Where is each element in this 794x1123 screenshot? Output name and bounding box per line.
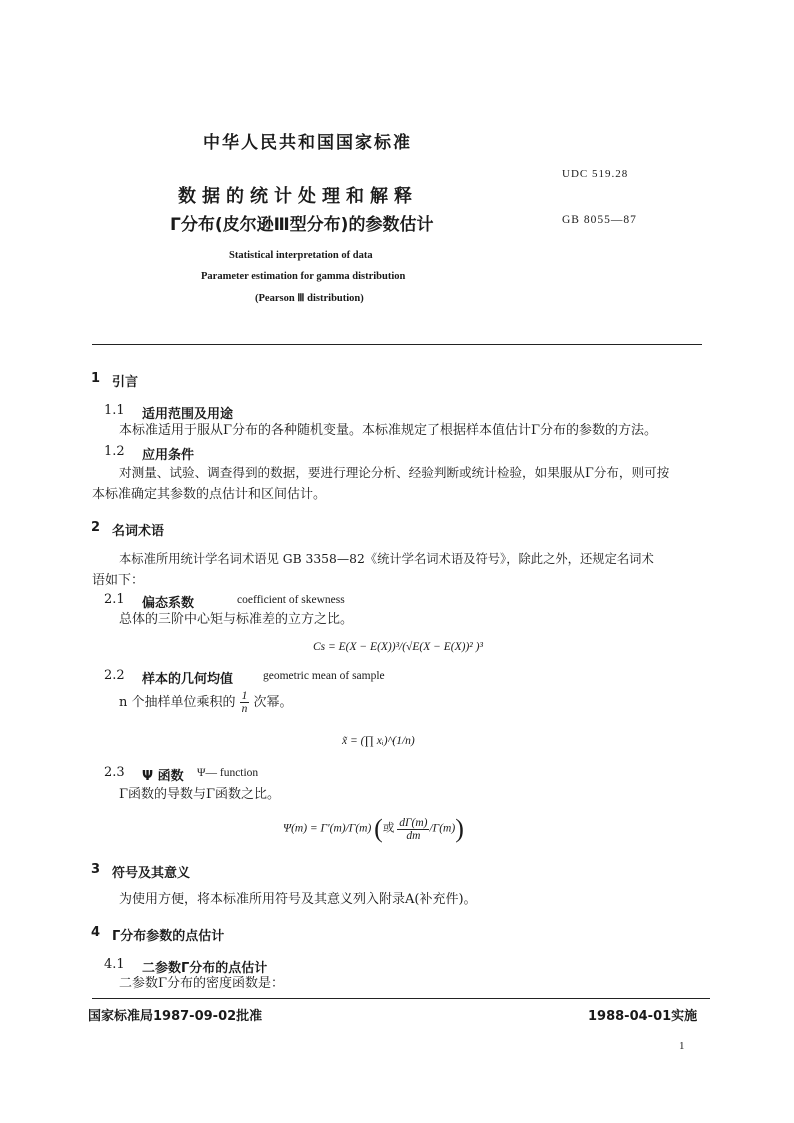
page-number: 1 bbox=[679, 1040, 685, 1052]
section-2-3-title: Ψ 函数 bbox=[142, 769, 184, 784]
gb-code: GB 8055—87 bbox=[562, 214, 637, 226]
section-3-text: 为使用方便，将本标准所用符号及其意义列入附录A(补充件)。 bbox=[119, 892, 477, 907]
section-2-2-text-pre: n 个抽样单位乘积的 bbox=[119, 695, 236, 710]
section-2-3-text: Γ函数的导数与Γ函数之比。 bbox=[119, 787, 281, 802]
english-title-2: Parameter estimation for gamma distribution bbox=[201, 271, 406, 282]
header-divider bbox=[92, 344, 702, 345]
one-over-n-fraction bbox=[240, 690, 250, 715]
section-4-number: 4 bbox=[91, 925, 101, 940]
section-2-3-number: 2.3 bbox=[104, 765, 125, 780]
section-1-1-number: 1.1 bbox=[104, 403, 125, 418]
psi-formula-left: Ψ(m) = Γ′(m)/Γ(m) bbox=[283, 822, 372, 835]
udc-code: UDC 519.28 bbox=[562, 168, 629, 180]
section-2-2-english: geometric mean of sample bbox=[263, 670, 385, 682]
section-4-1-number: 4.1 bbox=[104, 957, 125, 972]
section-1-2-number: 1.2 bbox=[104, 444, 125, 459]
document-title: 数据的统计处理和解释 bbox=[178, 186, 418, 207]
section-3-number: 3 bbox=[91, 862, 101, 877]
section-2-number: 2 bbox=[91, 520, 101, 535]
footer-divider bbox=[92, 998, 710, 999]
section-1-number: 1 bbox=[91, 371, 101, 386]
derivative-denominator: dm bbox=[406, 829, 421, 842]
fraction-denominator: n bbox=[241, 703, 248, 715]
section-2-text-2: 语如下： bbox=[92, 573, 145, 588]
section-3-title: 符号及其意义 bbox=[112, 866, 191, 881]
section-1-title: 引言 bbox=[112, 375, 139, 390]
section-2-3-english: Ψ— function bbox=[197, 767, 259, 779]
psi-formula-or: 或 bbox=[382, 822, 395, 835]
section-4-1-title: 二参数Γ分布的点估计 bbox=[142, 961, 268, 976]
section-2-1-title: 偏态系数 bbox=[142, 596, 195, 611]
national-standard-heading: 中华人民共和国国家标准 bbox=[203, 133, 412, 153]
section-2-1-text: 总体的三阶中心矩与标准差的立方之比。 bbox=[119, 612, 354, 627]
section-1-1-text: 本标准适用于服从Γ分布的各种随机变量。本标准规定了根据样本值估计Γ分布的参数的方法。 bbox=[119, 423, 658, 438]
approval-date: 国家标准局1987-09-02批准 bbox=[88, 1009, 263, 1024]
geometric-mean-formula: x̃ = (∏ xᵢ)^(1/n) bbox=[342, 735, 415, 747]
skewness-formula: Cs = E(X − E(X))³/(√E(X − E(X))² )³ bbox=[313, 641, 483, 653]
section-2-2-text-post: 次幂。 bbox=[253, 695, 293, 710]
psi-formula-right: /Γ(m) bbox=[429, 822, 456, 835]
english-title-3: (Pearson Ⅲ distribution) bbox=[255, 293, 364, 304]
derivative-fraction bbox=[397, 817, 429, 842]
fraction-numerator: 1 bbox=[241, 690, 248, 702]
section-4-title: Γ分布参数的点估计 bbox=[112, 929, 225, 944]
derivative-numerator: dΓ(m) bbox=[399, 816, 428, 829]
psi-function-formula: Ψ(m) = Γ′(m)/Γ(m) (或 $\frac{d\Gamma(m)}{dm}$ /Γ(m)) bbox=[283, 814, 464, 843]
section-4-1-text: 二参数Γ分布的密度函数是： bbox=[119, 976, 285, 991]
section-1-2-text-1: 对测量、试验、调查得到的数据，要进行理论分析、经验判断或统计检验，如果服从Γ分布，则可按 bbox=[119, 465, 670, 480]
section-2-text-1: 本标准所用统计学名词术语见 GB 3358—82《统计学名词术语及符号》，除此之外，还规定名词术 bbox=[119, 552, 654, 566]
document-subtitle: Γ分布(皮尔逊Ⅲ型分布)的参数估计 bbox=[170, 215, 434, 235]
implementation-date: 1988-04-01实施 bbox=[588, 1009, 698, 1024]
section-2-1-number: 2.1 bbox=[104, 592, 125, 607]
section-2-1-english: coefficient of skewness bbox=[237, 594, 345, 606]
section-1-1-title: 适用范围及用途 bbox=[142, 407, 234, 422]
english-title-1: Statistical interpretation of data bbox=[229, 250, 373, 261]
section-2-2-text bbox=[119, 690, 293, 715]
section-2-2-number: 2.2 bbox=[104, 668, 125, 683]
section-2-title: 名词术语 bbox=[112, 524, 165, 539]
section-1-2-text-2: 本标准确定其参数的点估计和区间估计。 bbox=[92, 487, 327, 502]
section-1-2-title: 应用条件 bbox=[142, 448, 195, 463]
section-2-2-title: 样本的几何均值 bbox=[142, 672, 234, 687]
